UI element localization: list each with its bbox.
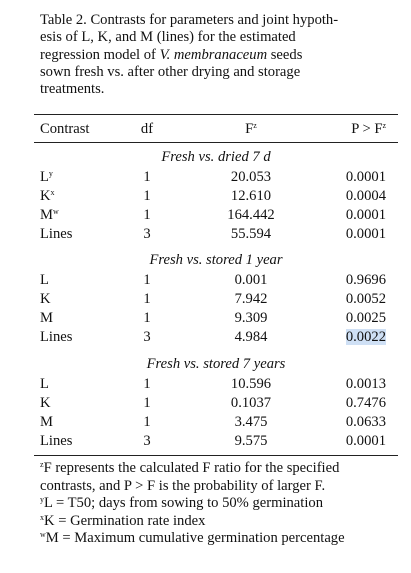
row-df: 1 xyxy=(143,414,151,430)
row-df: 1 xyxy=(143,169,151,185)
section-title: Fresh vs. stored 7 years xyxy=(146,356,286,372)
caption-line: regression model of V. membranaceum seeds xyxy=(40,46,303,63)
footnote: $^w$M = Maximum cumulative germination percentage xyxy=(40,530,345,546)
header-p: $P > F^z$ xyxy=(351,121,386,137)
row-contrast: M xyxy=(40,310,53,326)
row-f: 9.309 xyxy=(234,310,268,326)
row-p: 0.0001 xyxy=(345,169,386,185)
row-contrast: Lines xyxy=(40,433,73,449)
header-rule xyxy=(34,142,398,143)
header-contrast: Contrast xyxy=(40,121,90,137)
row-f: 0.001 xyxy=(234,272,268,288)
table-caption xyxy=(40,12,400,98)
row-df: 1 xyxy=(143,395,151,411)
row-contrast: $M^w$ xyxy=(40,207,59,223)
caption-line: Table 2. Contrasts for parameters and joint hypoth- xyxy=(40,12,339,28)
species-name: V. membranaceum xyxy=(159,46,268,63)
row-df: 1 xyxy=(143,207,151,223)
row-f: 7.942 xyxy=(234,291,268,307)
row-f: 4.984 xyxy=(234,329,268,345)
row-p-selected[interactable]: 0.0022 xyxy=(345,329,386,345)
row-f: 164.442 xyxy=(227,207,275,223)
footnote: $^x$K = Germination rate index xyxy=(40,512,206,529)
row-df: 3 xyxy=(143,329,151,345)
header-df: df xyxy=(140,121,154,137)
row-df: 1 xyxy=(143,272,151,288)
row-p: 0.7476 xyxy=(345,395,386,411)
caption-line: treatments. xyxy=(40,81,105,98)
row-contrast: $K^x$ xyxy=(40,188,55,204)
row-p: 0.0052 xyxy=(345,291,386,307)
footnote: $^y$L = T50; days from sowing to 50% germination xyxy=(40,495,323,511)
row-df: 1 xyxy=(143,376,151,392)
row-p: 0.0001 xyxy=(345,207,386,223)
footnote: $^z$F represents the calculated F ratio for the specified xyxy=(40,460,340,476)
row-p: 0.0013 xyxy=(345,376,386,392)
row-contrast: K xyxy=(40,395,51,411)
row-contrast: M xyxy=(40,414,53,430)
caption-line: esis of L, K, and M (lines) for the estimated xyxy=(40,29,296,46)
row-p: 0.0025 xyxy=(345,310,386,326)
row-df: 1 xyxy=(143,310,151,326)
row-f: 9.575 xyxy=(234,433,268,449)
row-contrast: K xyxy=(40,291,51,307)
row-p: 0.0001 xyxy=(345,433,386,449)
section-title: Fresh vs. stored 1 year xyxy=(149,252,283,268)
table-footnotes xyxy=(40,460,400,548)
row-p: 0.0633 xyxy=(345,414,386,430)
top-rule xyxy=(34,114,398,115)
row-df: 1 xyxy=(143,188,151,204)
row-contrast: L xyxy=(40,272,49,288)
header-f: $F^z$ xyxy=(245,121,257,137)
row-df: 3 xyxy=(143,226,151,242)
row-f: 0.1037 xyxy=(230,395,272,411)
row-contrast: Lines xyxy=(40,329,73,345)
row-p: 0.0001 xyxy=(345,226,386,242)
caption-line: sown fresh vs. after other drying and storage xyxy=(40,63,301,80)
bottom-rule xyxy=(34,455,398,456)
row-f: 10.596 xyxy=(230,376,272,392)
row-f: 20.053 xyxy=(230,169,272,185)
row-p: 0.0004 xyxy=(345,188,386,204)
row-contrast: Lines xyxy=(40,226,73,242)
row-contrast: $L^y$ xyxy=(40,169,53,185)
row-df: 3 xyxy=(143,433,151,449)
row-df: 1 xyxy=(143,291,151,307)
row-f: 12.610 xyxy=(230,188,272,204)
row-f: 3.475 xyxy=(234,414,268,430)
row-p: 0.9696 xyxy=(345,272,386,288)
row-f: 55.594 xyxy=(230,226,272,242)
row-contrast: L xyxy=(40,376,49,392)
footnote: contrasts, and P > F is the probability of larger F. xyxy=(40,477,326,494)
section-title: Fresh vs. dried 7 d xyxy=(161,149,271,165)
